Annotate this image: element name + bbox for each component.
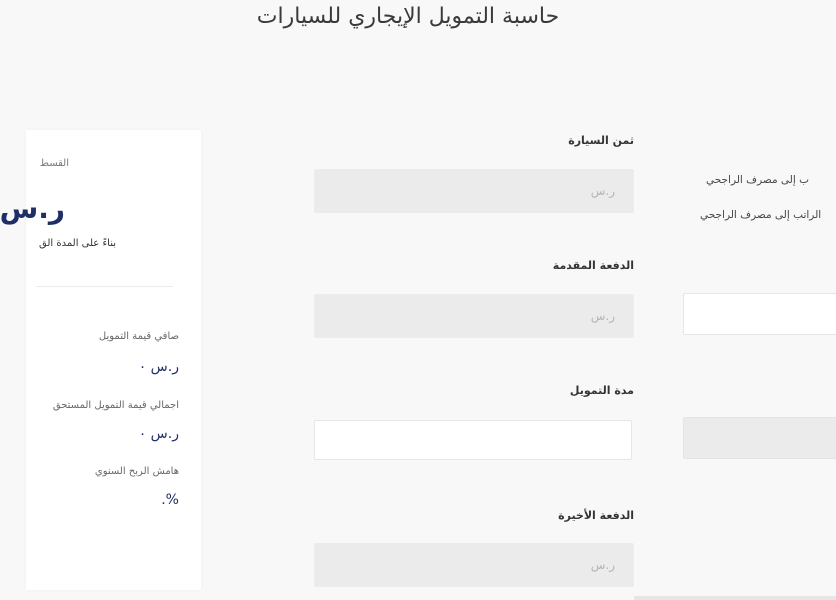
finance-term-label: مدة التمويل	[569, 384, 634, 397]
salary-transfer-option-1[interactable]: ب إلى مصرف الراجحي	[706, 174, 810, 186]
page-title: حاسبة التمويل الإيجاري للسيارات	[256, 4, 560, 29]
net-finance-label: صافي قيمة التمويل	[98, 331, 179, 342]
right-column-select[interactable]	[683, 417, 836, 459]
total-finance-value: ر.س ٠	[138, 426, 179, 442]
net-finance-value: ر.س ٠	[138, 359, 179, 375]
results-card	[0, 130, 201, 590]
down-payment-input[interactable]	[314, 294, 634, 338]
right-column-input[interactable]	[683, 293, 836, 335]
card-divider	[36, 286, 173, 287]
based-on-term-text: بناءً على المدة الق	[39, 238, 116, 249]
annual-margin-value: %.	[161, 492, 179, 508]
final-payment-input[interactable]	[314, 543, 634, 587]
right-column-bottom-field	[634, 596, 836, 600]
salary-transfer-option-2[interactable]: الراتب إلى مصرف الراجحي	[700, 209, 822, 221]
final-payment-label: الدفعة الأخيرة	[558, 509, 634, 522]
annual-margin-label: هامش الربح السنوي	[94, 466, 179, 477]
installment-label: القسط	[39, 158, 69, 169]
down-payment-label: الدفعة المقدمة	[552, 259, 634, 272]
car-price-input[interactable]	[314, 169, 634, 213]
finance-term-input[interactable]	[314, 420, 632, 460]
installment-value: ر.س	[0, 192, 65, 225]
total-finance-label: اجمالي قيمة التمويل المستحق	[52, 400, 179, 411]
car-price-label: ثمن السيارة	[568, 134, 634, 147]
